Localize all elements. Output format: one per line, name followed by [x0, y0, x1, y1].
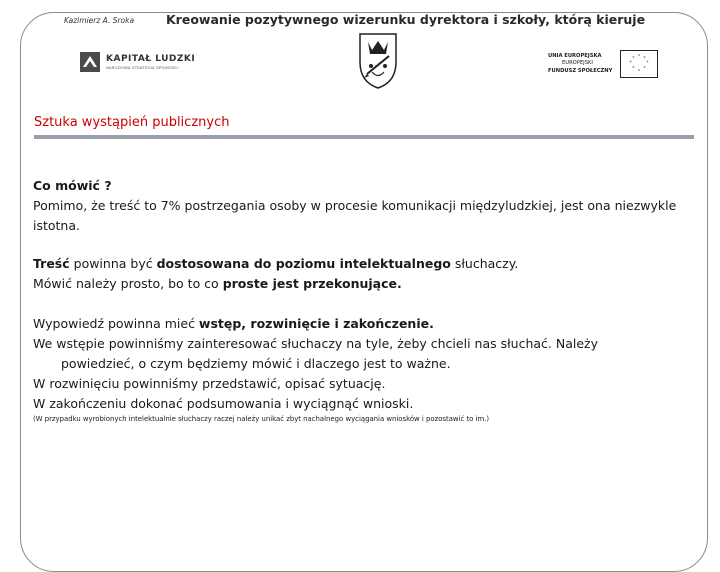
eu-line-3: FUNDUSZ SPOŁECZNY: [548, 67, 613, 74]
svg-text:*: *: [629, 61, 633, 66]
paragraph-2: Treść powinna być dostosowana do poziomu intelektualnego słuchaczy.: [33, 256, 519, 271]
paragraph-5: We wstępie powinniśmy zainteresować słuchaczy na tyle, żeby chcieli nas słuchać. Należy: [33, 336, 598, 351]
content-heading: Co mówić ?: [33, 178, 112, 193]
paragraph-4: Wypowiedź powinna mieć wstęp, rozwinięcie i zakończenie.: [33, 316, 434, 331]
footnote: (W przypadku wyrobionych intelektualnie słuchaczy raczej należy unikać zbyt nachalnego wyciągania wniosków i pozostawić to im.): [33, 415, 490, 423]
slide-body: [33, 176, 683, 424]
svg-text:*: *: [646, 61, 649, 66]
school-crest-icon: [358, 32, 398, 90]
svg-text:*: *: [632, 56, 636, 62]
paragraph-7: W zakończeniu dokonać podsumowania i wyciągnąć wnioski.: [33, 396, 414, 411]
svg-text:*: *: [643, 56, 647, 62]
paragraph-6: W rozwinięciu powinniśmy przedstawić, opisać sytuację.: [33, 376, 386, 391]
paragraph-3: Mówić należy prosto, bo to co proste jest przekonujące.: [33, 276, 402, 291]
section-divider: [34, 135, 694, 139]
svg-text:*: *: [638, 54, 641, 60]
paragraph-1: Pomimo, że treść to 7% postrzegania osoby w procesie komunikacji międzyludzkiej, jest ona niezwykle istotna.: [33, 198, 677, 233]
author-name: Kazimierz A. Sroka: [64, 16, 135, 25]
eu-flag-icon: [620, 50, 658, 78]
page-title: Kreowanie pozytywnego wizerunku dyrektora i szkoły, którą kieruje: [166, 12, 646, 27]
kapital-ludzki-icon: [80, 52, 100, 72]
svg-text:*: *: [638, 69, 641, 75]
eu-fund-logo: [548, 50, 658, 78]
kapital-ludzki-title: KAPITAŁ LUDZKI: [106, 54, 196, 64]
paragraph-5-continued: powiedzieć, o czym będziemy mówić i dlaczego jest to ważne.: [61, 356, 451, 371]
section-title: Sztuka wystąpień publicznych: [34, 115, 230, 130]
eu-line-2: EUROPEJSKI: [562, 60, 593, 67]
svg-text:*: *: [632, 66, 636, 72]
kapital-ludzki-logo: [80, 52, 195, 72]
kapital-ludzki-subtitle: NARODOWA STRATEGIA SPÓJNOŚCI: [106, 65, 179, 70]
eu-line-1: UNIA EUROPEJSKA: [548, 52, 602, 59]
svg-text:*: *: [643, 66, 647, 72]
